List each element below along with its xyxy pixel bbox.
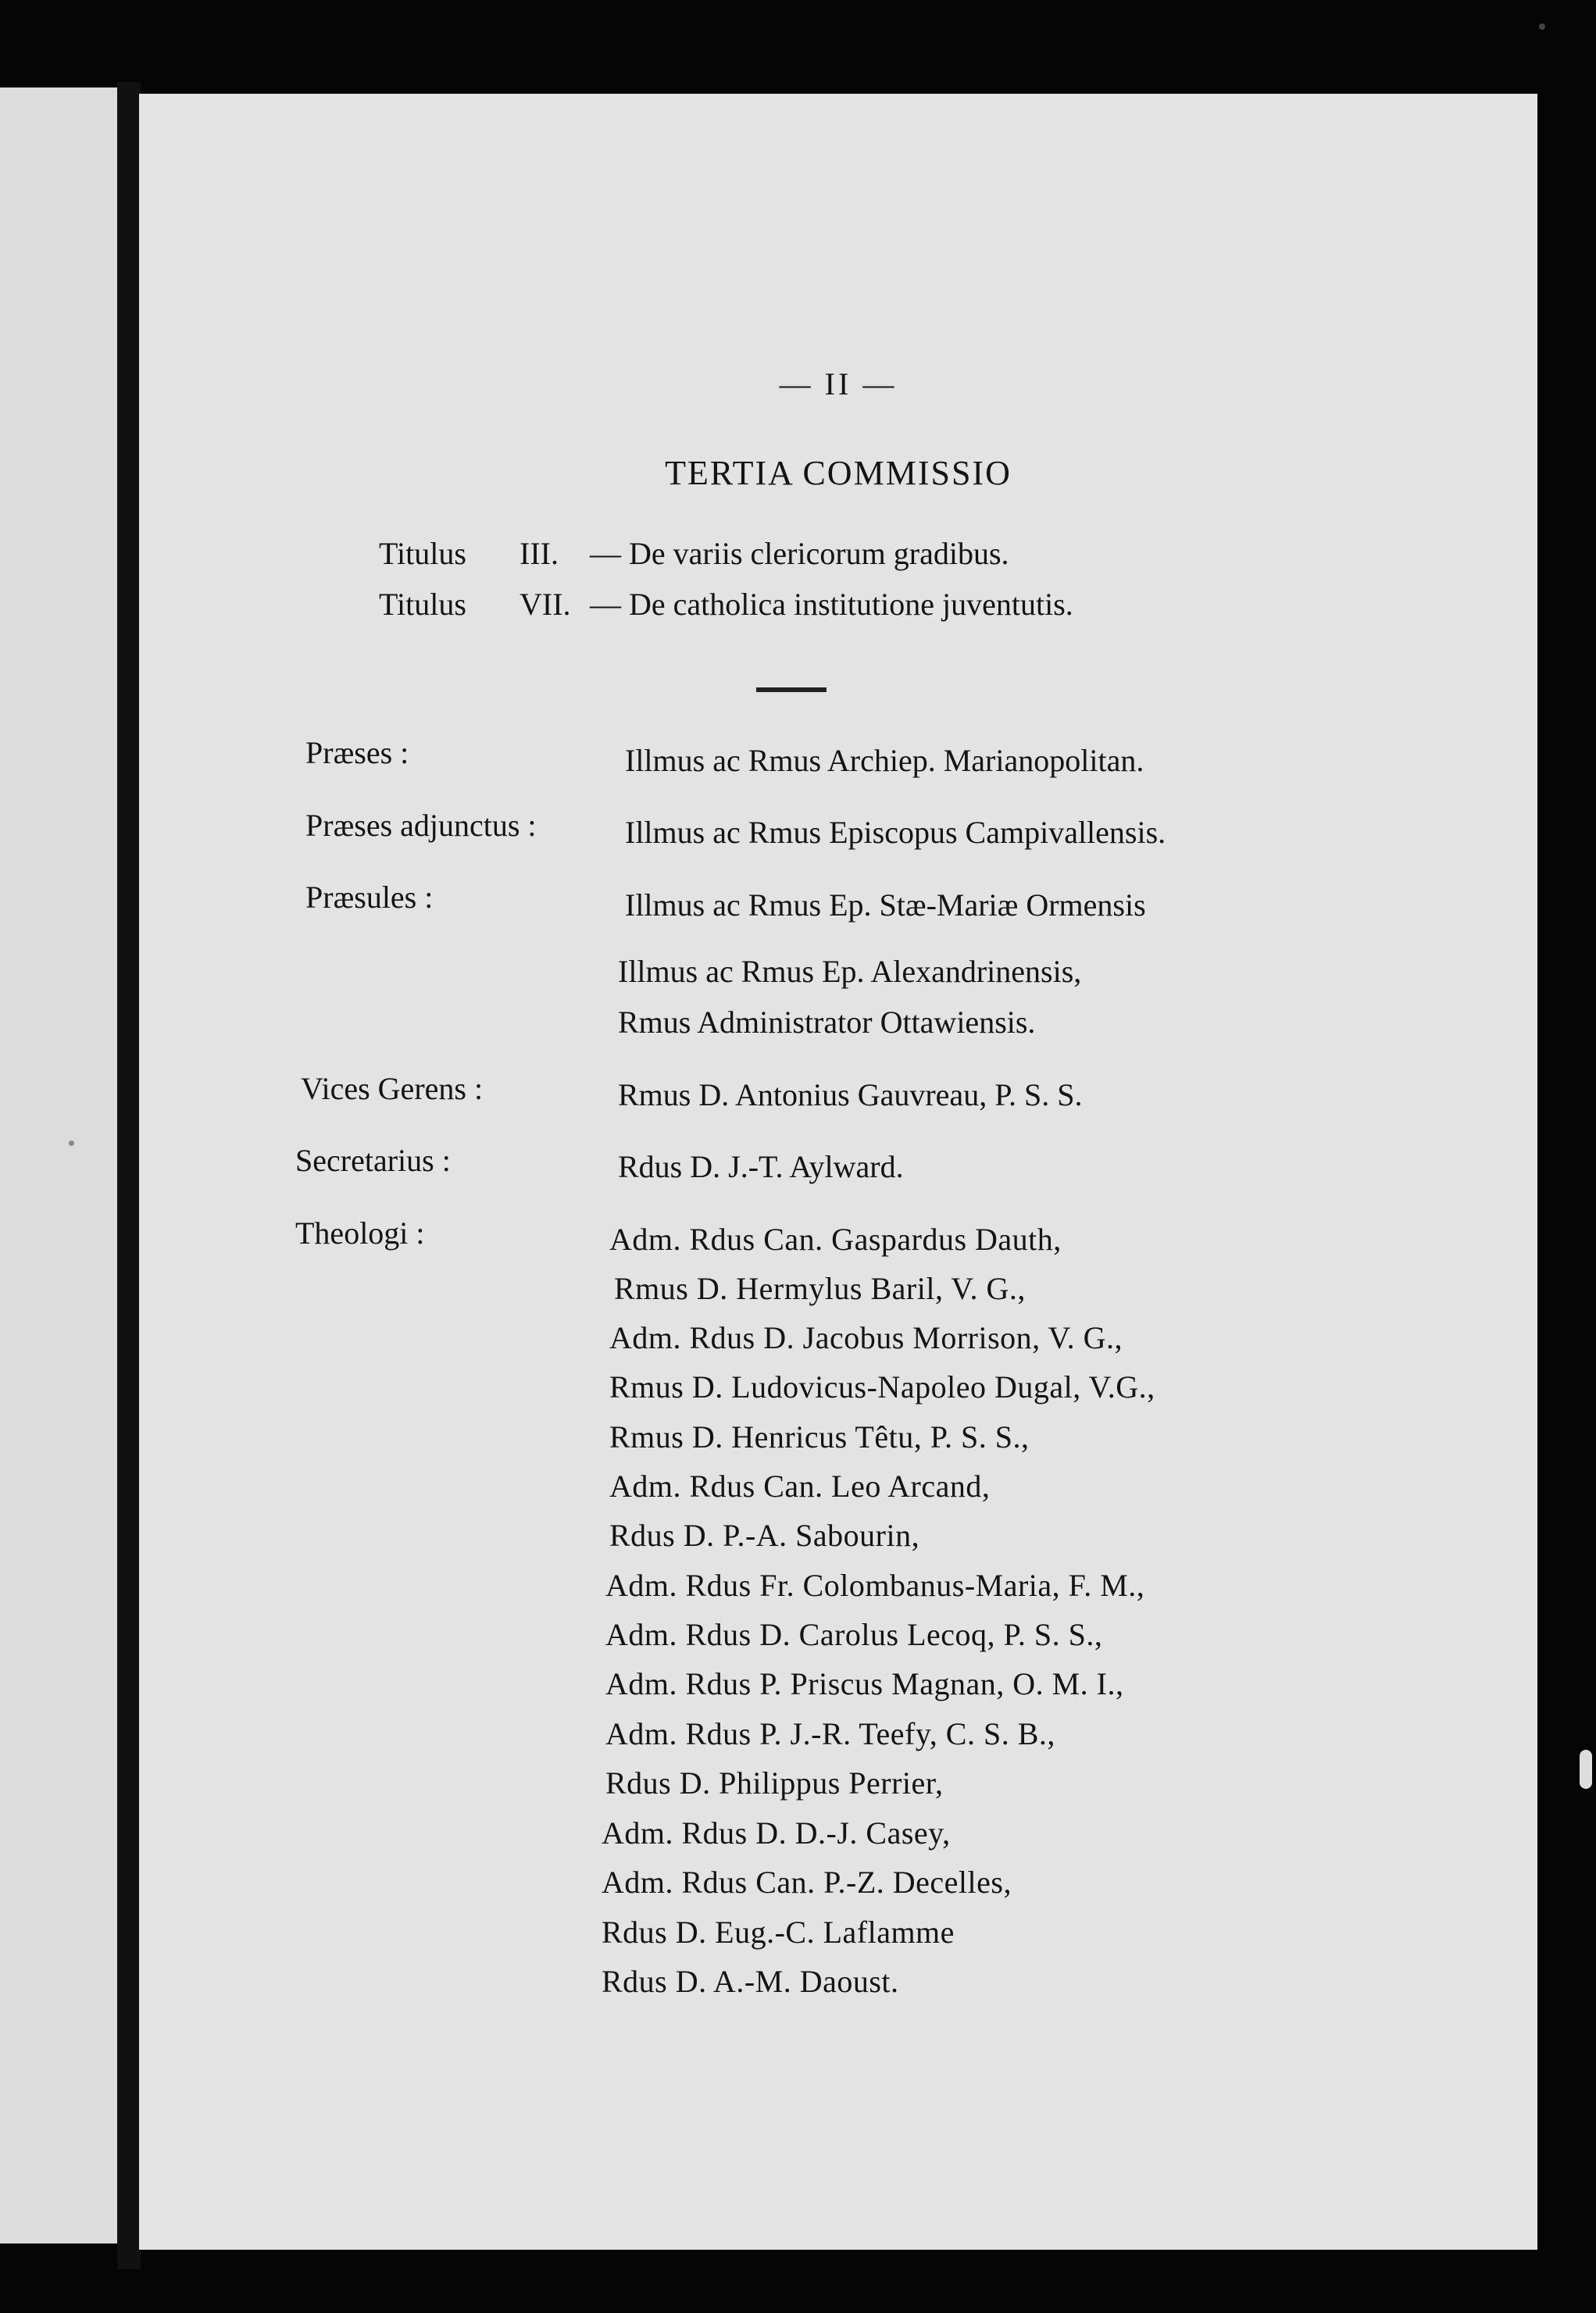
titulus-number: VII.: [520, 587, 571, 622]
member-name: Illmus ac Rmus Episcopus Campivallensis.: [625, 815, 1166, 850]
titulus-label: Titulus: [379, 536, 466, 571]
role-label-praesules: Præsules :: [305, 880, 434, 915]
list-item: Rmus D. Ludovicus-Napoleo Dugal, V.G.,: [609, 1369, 1155, 1405]
member-name: Rmus D. Antonius Gauvreau, P. S. S.: [618, 1077, 1083, 1112]
member-name: Rdus D. J.-T. Aylward.: [618, 1149, 904, 1184]
page-number: — II —: [779, 366, 898, 402]
titulus-row: [379, 586, 1073, 623]
titulus-label: Titulus: [379, 587, 466, 622]
member-name: Illmus ac Rmus Archiep. Marianopolitan.: [625, 743, 1144, 778]
list-item: Adm. Rdus Can. Leo Arcand,: [609, 1469, 991, 1504]
list-item: Adm. Rdus Fr. Colombanus-Maria, F. M.,: [605, 1568, 1145, 1603]
member-name: Illmus ac Rmus Ep. Alexandrinensis,: [618, 954, 1082, 989]
section-divider: [756, 687, 827, 692]
list-item: Rmus D. Henricus Têtu, P. S. S.,: [609, 1419, 1030, 1455]
scan-speck: [69, 1140, 74, 1146]
titulus-text: — De variis clericorum gradibus.: [590, 536, 1009, 571]
previous-page-edge: [0, 87, 117, 2243]
member-name: Illmus ac Rmus Ep. Stæ-Mariæ Ormensis: [625, 887, 1146, 923]
page-gutter: [117, 82, 141, 2269]
list-item: Adm. Rdus Can. Gaspardus Dauth,: [609, 1222, 1062, 1257]
scan-speck: [1580, 1750, 1592, 1789]
commission-heading: TERTIA COMMISSIO: [665, 454, 1012, 492]
list-item: Rmus D. Hermylus Baril, V. G.,: [614, 1271, 1026, 1306]
role-label-theologi: Theologi :: [295, 1215, 425, 1251]
list-item: Adm. Rdus D. D.-J. Casey,: [602, 1815, 951, 1851]
list-item: Adm. Rdus P. J.-R. Teefy, C. S. B.,: [605, 1716, 1055, 1751]
list-item: Adm. Rdus P. Priscus Magnan, O. M. I.,: [605, 1666, 1124, 1701]
scan-speck: [1539, 23, 1545, 30]
list-item: Rdus D. Eug.-C. Laflamme: [602, 1915, 955, 1950]
role-label-vices-gerens: Vices Gerens :: [301, 1071, 484, 1106]
list-item: Rdus D. Philippus Perrier,: [605, 1765, 944, 1801]
list-item: Rdus D. P.-A. Sabourin,: [609, 1518, 920, 1553]
titulus-number: III.: [520, 536, 559, 571]
titulus-row: [379, 535, 1009, 572]
list-item: Adm. Rdus D. Jacobus Morrison, V. G.,: [609, 1320, 1123, 1355]
member-name: Rmus Administrator Ottawiensis.: [618, 1005, 1036, 1040]
role-label-praeses-adjunctus: Præses adjunctus :: [305, 808, 537, 843]
list-item: Adm. Rdus D. Carolus Lecoq, P. S. S.,: [605, 1617, 1103, 1652]
role-label-secretarius: Secretarius :: [295, 1143, 451, 1178]
role-label-praeses: Præses :: [305, 735, 409, 770]
document-page: [139, 94, 1537, 2250]
list-item: Rdus D. A.-M. Daoust.: [602, 1964, 899, 1999]
titulus-text: — De catholica institutione juventutis.: [590, 587, 1073, 622]
list-item: Adm. Rdus Can. P.-Z. Decelles,: [602, 1865, 1012, 1900]
